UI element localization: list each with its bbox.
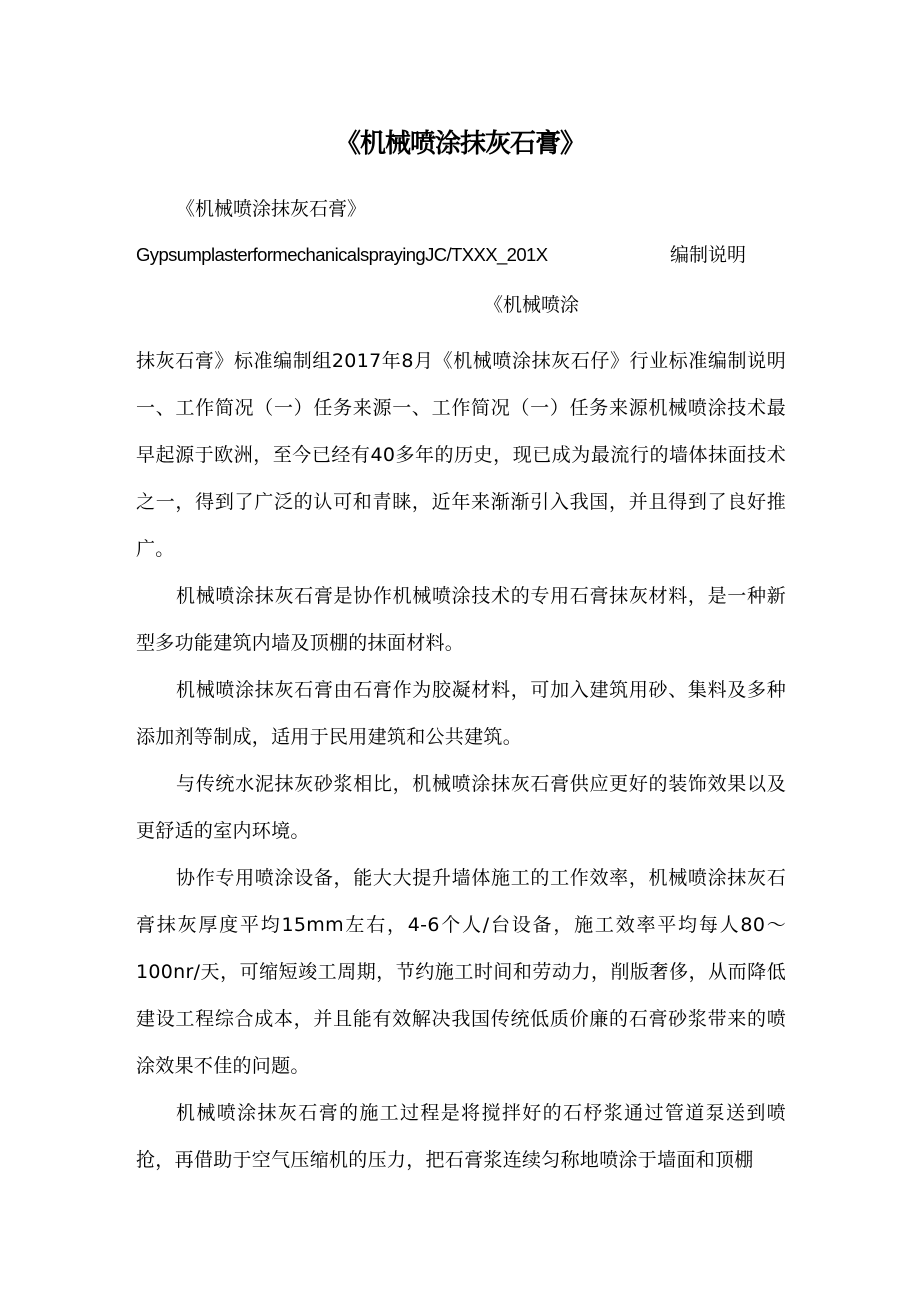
edit-note-heading: 编制说明 (670, 244, 747, 266)
paragraph: 协作专用喷涂设备，能大大提升墙体施工的工作效率，机械喷涂抹灰石膏抹灰厚度平均15mm左右，4-6个人/台设备，施工效率平均每人80～100nr/天，可缩短竣工周期，节约施工时间和劳动力，削版奢侈，从而降低建设工程综合成本，并且能有效解决我国传统低质价廉的石膏砂浆带来的喷涂效果不佳的问题。 (136, 867, 786, 1077)
paragraph: 抹灰石膏》标准编制组2017年8月《机械喷涂抹灰石仔》行业标准编制说明一、工作简况（一）任务来源一、工作简况（一）任务来源机械喷涂技术最早起源于欧洲，至今已经有40多年的历史，现已成为最流行的墙体抹面技术之一，得到了广泛的认可和青睐，近年来渐渐引入我国，并且得到了良好推广。 (136, 350, 786, 560)
paragraph: 与传统水泥抹灰砂浆相比，机械喷涂抹灰石膏供应更好的装饰效果以及更舒适的室内环境。 (136, 773, 786, 842)
paragraph: 机械喷涂抹灰石膏由石膏作为胶凝材料，可加入建筑用砂、集料及多种添加剂等制成，适用于民用建筑和公共建筑。 (136, 679, 786, 748)
title-fragment: 《机械喷涂 (484, 294, 580, 316)
document-title: 《机械喷涂抹灰石膏》 (334, 129, 585, 159)
document-body (136, 338, 786, 1184)
english-title: GypsumplasterformechanicalsprayingJC/TXXX_201X (136, 244, 548, 265)
document-subtitle: 《机械喷涂抹灰石膏》 (176, 198, 367, 220)
paragraph: 机械喷涂抹灰石膏的施工过程是将搅拌好的石杼浆通过管道泵送到喷抢，再借助于空气压缩机的压力，把石膏浆连续匀称地喷涂于墙面和顶棚 (136, 1102, 786, 1171)
paragraph: 机械喷涂抹灰石膏是协作机械喷涂技术的专用石膏抹灰材料，是一种新型多功能建筑内墙及顶棚的抹面材料。 (136, 585, 786, 654)
